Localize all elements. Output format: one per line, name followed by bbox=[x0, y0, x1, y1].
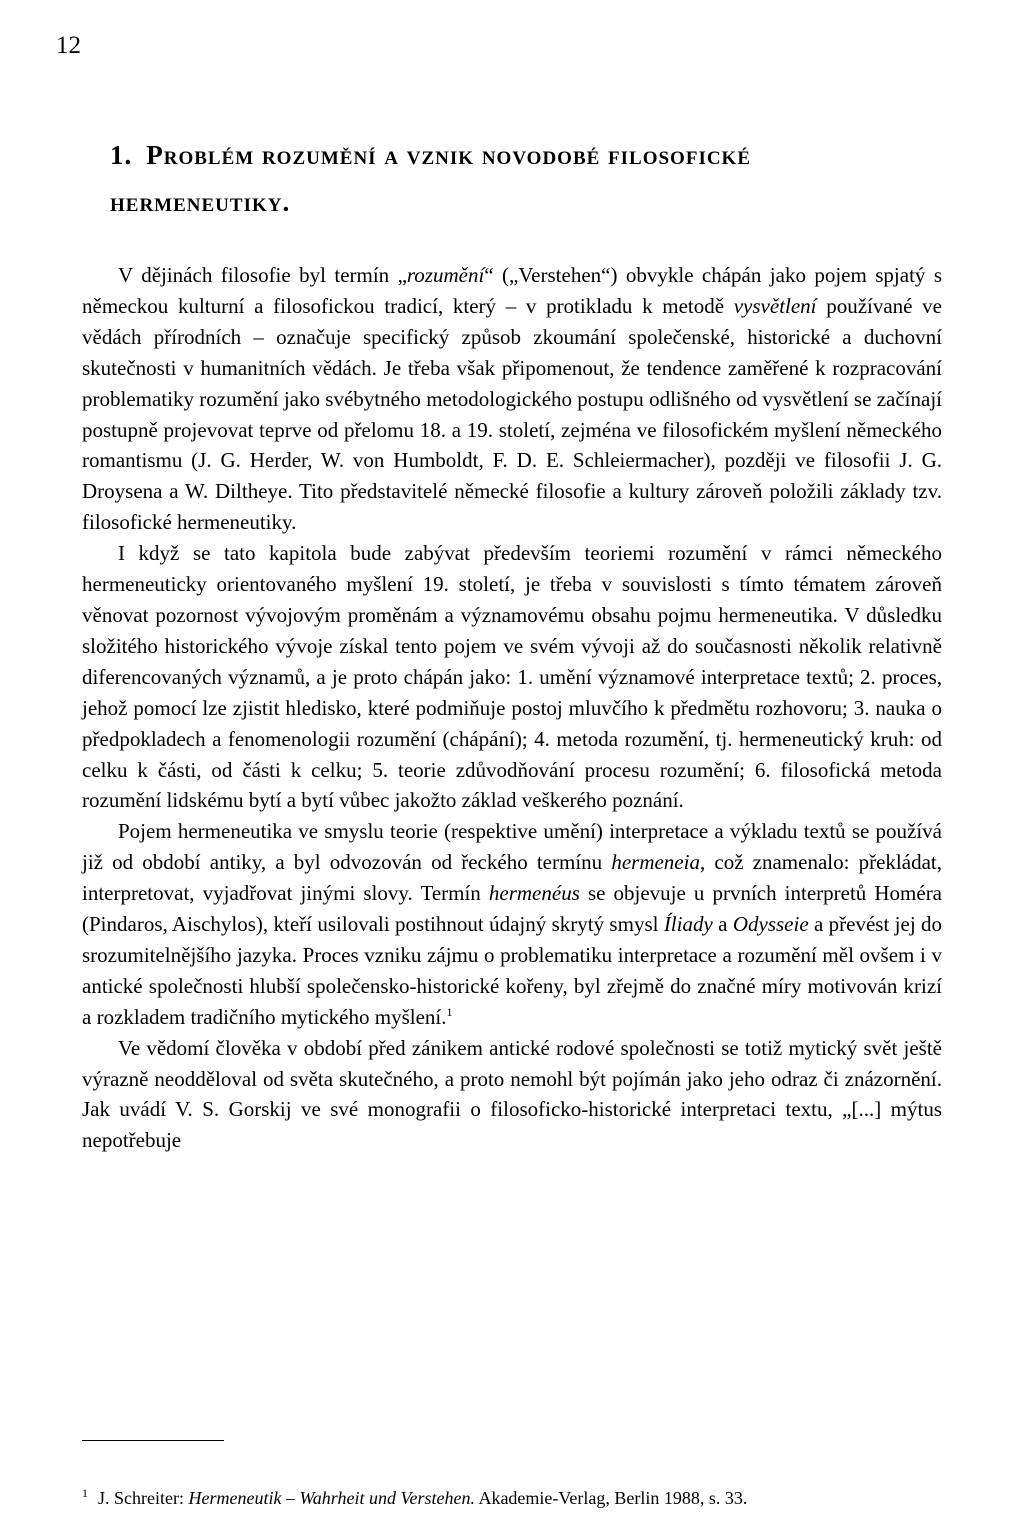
text-run: , což znamenalo: překládat, interpretovat, vyjadřovat jinými slovy. Termín bbox=[82, 850, 942, 906]
text-run: a bbox=[712, 912, 733, 937]
italic-term: hermenéus bbox=[488, 881, 580, 906]
text-run: Ve vědomí člověka v období před zánikem antické rodové společnosti se totiž mytický svět ještě výrazně neodděloval od světa skutečného, a proto nemohl být pojímán jako jeho odraz či znázornění. Jak uvádí V. S. Gorskij ve své monografii o filosoficko-historické interpretaci textu, „[...] mýtus nepotřebuje bbox=[82, 1035, 942, 1153]
text-run: “ („Verstehen“) obvykle chápán jako pojem spjatý s německou kulturní a filosofickou tradicí, který – v protikladu k metodě bbox=[82, 263, 942, 318]
footnote-mark: 1 bbox=[82, 1486, 88, 1500]
text-run: Akademie-Verlag, Berlin 1988, s. 33. bbox=[474, 1488, 748, 1508]
italic-term: hermeneia bbox=[611, 850, 700, 875]
body-text bbox=[82, 260, 942, 1156]
paragraph bbox=[82, 816, 942, 1032]
italic-term: rozumění bbox=[406, 263, 485, 287]
paragraph bbox=[82, 538, 942, 816]
text-run: a převést jej do srozumitelnějšího jazyka. Proces vzniku zájmu o problematiku interpretace a rozumění měl ovšem i v antické společnosti hlubší společensko-historické kořeny, byl zřejmě do značné míry motivován krizí a rozkladem tradičního mytického myšlení. bbox=[82, 912, 942, 1029]
paragraph bbox=[82, 260, 942, 538]
footnote-divider bbox=[82, 1440, 224, 1441]
footnote-text bbox=[98, 1488, 747, 1508]
chapter-number: 1. bbox=[110, 140, 133, 170]
chapter-title bbox=[110, 132, 910, 226]
text-run: Pojem hermeneutika ve smyslu teorie (respektive umění) interpretace a výkladu textů se používá již od období antiky, a byl odvozován od řeckého termínu bbox=[82, 819, 942, 875]
italic-term: vysvětlení bbox=[733, 293, 817, 318]
text-run: I když se tato kapitola bude zabývat především teoriemi rozumění v rámci německého hermeneuticky orientovaného myšlení 19. století, je třeba v souvislosti s tímto tématem zároveň věnovat pozornost vývojovým proměnám a významovému obsahu pojmu hermeneutika. V důsledku složitého historického vývoje získal tento pojem ve svém vývoji až do současnosti několik relativně diferencovaných významů, a je proto chápán jako: 1. umění významové interpretace textů; 2. proces, jehož pomocí lze zjistit hledisko, které podmiňuje postoj mluvčího k předmětu rozhovoru; 3. nauka o předpokladech a fenomenologii rozumění (chápání); 4. metoda rozumění, tj. hermeneutický kruh: od celku k části, od části k celku; 5. teorie zdůvodňování procesu rozumění; 6. filosofická metoda rozumění lidskému bytí a bytí vůbec jakožto základ veškerého poznání. bbox=[82, 541, 942, 813]
text-run: J. Schreiter: bbox=[98, 1488, 189, 1508]
footnote-reference: 1 bbox=[446, 1004, 453, 1019]
footnote bbox=[82, 1486, 942, 1510]
page-number: 12 bbox=[56, 32, 81, 59]
text-run: používané ve vědách přírodních – označuje specifický způsob zkoumání společenské, historické a duchovní skutečnosti v humanitních vědách. Je třeba však připomenout, že tendence zaměřené k rozpracování problematiky rozumění jako svébytného metodologického postupu odlišného od vysvětlení se začínají postupně projevovat teprve od přelomu 18. a 19. století, zejména ve filosofickém myšlení německého romantismu (J. G. Herder, W. von Humboldt, F. D. E. Schleiermacher), později ve filosofii J. G. Droysena a W. Diltheye. Tito představitelé německé filosofie a kultury zároveň položili základy tzv. filosofické hermeneutiky. bbox=[82, 293, 942, 535]
text-run: se objevuje u prvních interpretů Homéra (Pindaros, Aischylos), kteří usilovali postihnout údajný skrytý smysl bbox=[82, 881, 943, 937]
paragraph bbox=[82, 1033, 942, 1157]
italic-term: Hermeneutik – Wahrheit und Verstehen. bbox=[188, 1488, 475, 1508]
italic-term: Íliady bbox=[663, 912, 713, 937]
text-run: V dějinách filosofie byl termín „ bbox=[118, 263, 407, 287]
chapter-title-text: Problém rozumění a vznik novodobé filosofické hermeneutiky. bbox=[110, 140, 752, 217]
italic-term: Odysseie bbox=[732, 912, 809, 937]
